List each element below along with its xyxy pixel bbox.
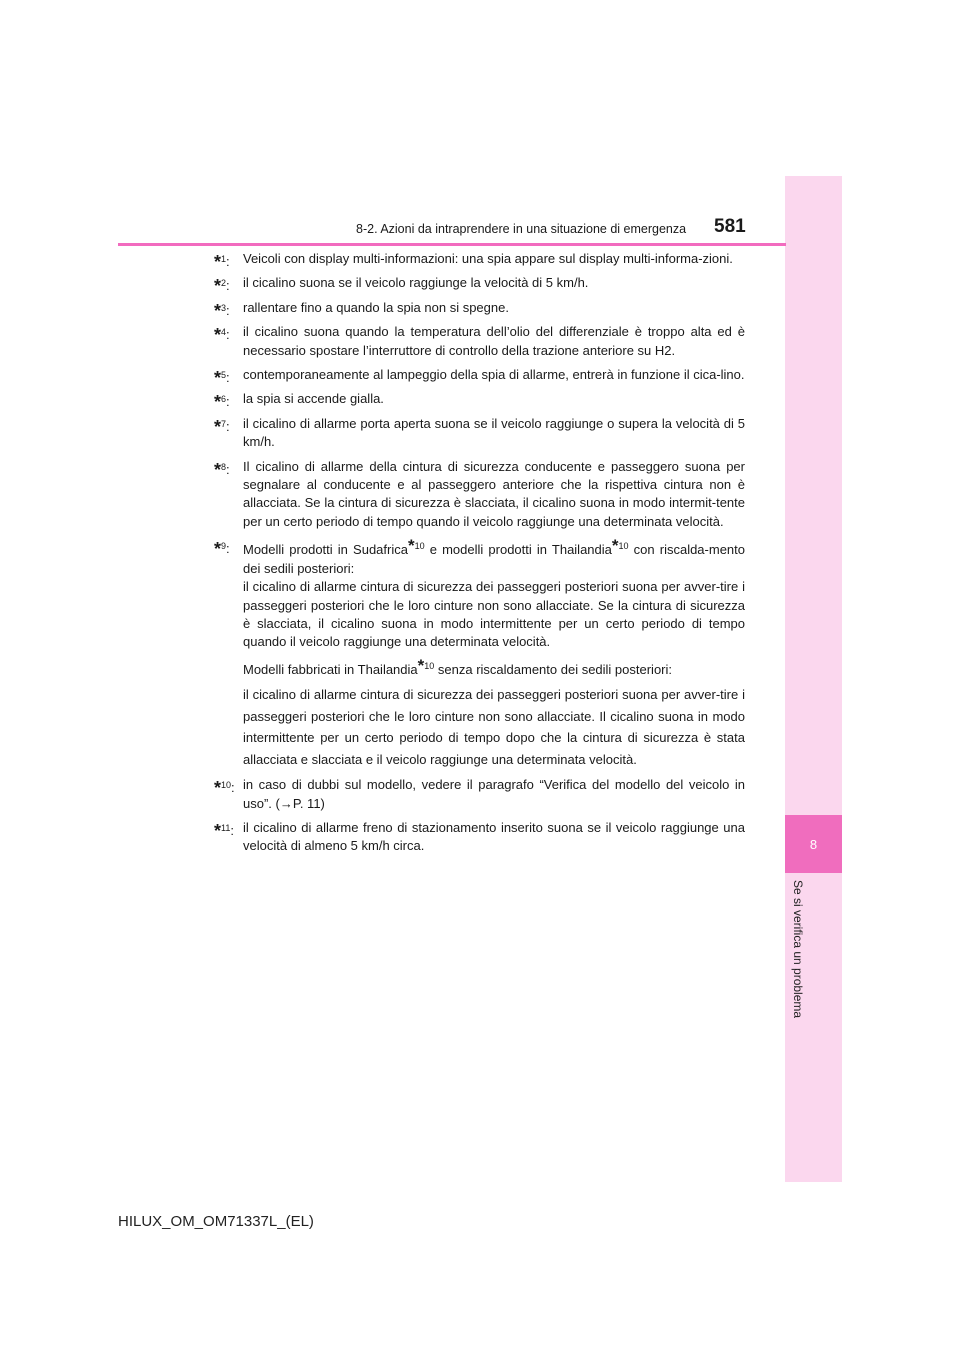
footnote-marker: *$^4$: <box>214 325 230 346</box>
footnote-item-9 <box>214 537 745 770</box>
footnote-marker: *$^9$: <box>214 539 230 560</box>
footnote-text: la spia si accende gialla. <box>243 391 384 407</box>
footnote-text: contemporaneamente al lampeggio della spia di allarme, entrerà in funzione il cica-lino. <box>243 367 745 383</box>
document-code: HILUX_OM_OM71337L_(EL) <box>118 1213 314 1230</box>
model-condition-body: il cicalino di allarme cintura di sicurezza dei passeggeri posteriori suona per avver-tire i passeggeri posteriori che le loro cinture non sono allacciate. Se la cintura di sicurezza è slacciata, il cicalino suona in modo intermittente per un certo periodo di tempo quando il veicolo raggiunge una determinata velocità. <box>243 579 745 650</box>
footnote-item <box>214 819 745 856</box>
footnote-marker: *$^8$: <box>214 459 230 480</box>
footnote-text: Veicoli con display multi-informazioni: una spia appare sul display multi-informa-zioni. <box>243 251 733 266</box>
footnote-text: il cicalino di allarme porta aperta suona se il veicolo raggiunge o supera la velocità di 5 km/h. <box>243 415 745 450</box>
footnote-item <box>214 299 745 321</box>
footnote-marker: *$^{10}$: <box>214 778 235 799</box>
footnote-marker: *$^6$: <box>214 392 230 413</box>
header-rule <box>118 243 786 246</box>
footnote-item <box>214 390 745 413</box>
footnote-text: Il cicalino di allarme della cintura di sicurezza conducente e passeggero suona per segnalare al conducente e al passeggero anteriore che la rispettiva cintura non è allacciata. Se la cintura di sicurezza è slacciata, il cicalino suona in modo intermit-tente per un certo periodo di tempo quando il veicolo raggiunge una determinata velocità. <box>243 458 745 529</box>
chapter-title-vertical: Se si verifica un problema <box>791 880 805 1019</box>
model-condition-heading-2: Modelli fabbricati in Thailandia*$^{10}$ senza riscaldamento dei sedili posteriori: <box>243 655 673 677</box>
footnote-item <box>214 274 745 297</box>
footnote-marker: *$^3$: <box>214 300 230 321</box>
footnote-item <box>214 366 745 389</box>
footnote-marker: *$^2$: <box>214 276 230 297</box>
page-number: 581 <box>714 216 746 237</box>
model-condition-heading: Modelli prodotti in Sudafrica*$^{10}$ e modelli prodotti in Thailandia*$^{10}$ con riscalda-mento dei sedili posteriori: <box>243 536 745 576</box>
footnote-list <box>214 250 745 862</box>
footnote-text: il cicalino suona quando la temperatura dell’olio del differenziale è troppo alta ed è necessario spostare l’interruttore di controllo della trazione anteriore su H2. <box>243 324 745 358</box>
footnote-item <box>214 250 745 272</box>
footnote-marker: *$^7$: <box>214 416 230 437</box>
footnote-text: il cicalino di allarme freno di stazionamento inserito suona se il veicolo raggiunge una velocità di almeno 5 km/h circa. <box>243 820 745 854</box>
chapter-side-tab <box>785 176 842 1182</box>
footnote-text <box>243 537 745 770</box>
footnote-item <box>214 776 745 813</box>
footnote-marker: *$^{11}$: <box>214 821 234 842</box>
footnote-marker: *$^1$: <box>214 252 230 272</box>
footnote-text: in caso di dubbi sul modello, vedere il paragrafo “Verifica del modello del veicolo in uso”. (→P. 11) <box>243 777 745 811</box>
section-title: 8-2. Azioni da intraprendere in una situazione di emergenza <box>356 222 687 236</box>
model-condition-body-2: il cicalino di allarme cintura di sicurezza dei passeggeri posteriori suona per avver-tire i passeggeri posteriori che le loro cinture non sono allacciate. Il cicalino suona in modo intermittente per un certo periodo di tempo dopo che la cintura di sicurezza è stata allacciata e slacciata e il veicolo raggiunge una determinata velocità. <box>243 687 745 767</box>
footnote-text: il cicalino suona se il veicolo raggiunge la velocità di 5 km/h. <box>243 275 589 291</box>
chapter-number-badge: 8 <box>785 815 842 873</box>
footnote-item <box>214 415 745 452</box>
footnote-text: rallentare fino a quando la spia non si spegne. <box>243 299 509 315</box>
footnote-item <box>214 323 745 360</box>
footnote-item <box>214 458 745 532</box>
footnote-marker: *$^5$: <box>214 368 230 389</box>
